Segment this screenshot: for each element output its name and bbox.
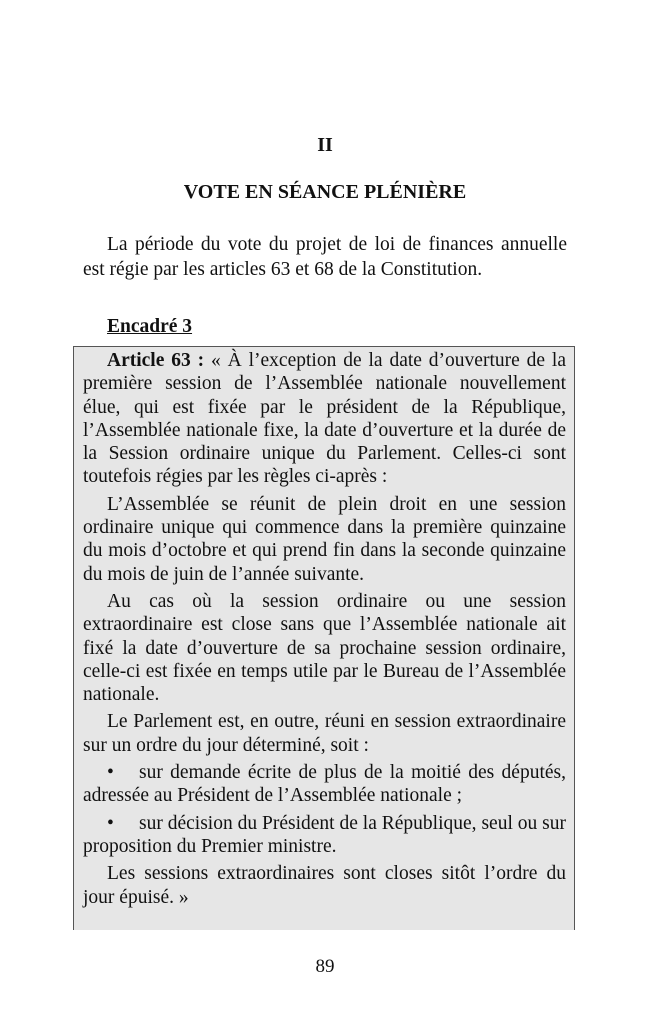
- bullet-item-2: [83, 812, 566, 859]
- page-number: 89: [315, 956, 335, 977]
- article-paragraph-3: Au cas où la session ordinaire ou une session extraordinaire est close sans que l’Assemblée nationale ait fixé la date d’ouverture de sa prochaine session ordinaire, celle-ci est fixée en temps utile par le Bureau de l’Assemblée nationale.: [83, 590, 566, 706]
- article-paragraph-1: [83, 349, 566, 489]
- article-paragraph-5: Les sessions extraordinaires sont closes sitôt l’ordre du jour épuisé. »: [83, 863, 566, 908]
- bullet-icon: •: [107, 812, 114, 834]
- article-box: [73, 346, 575, 930]
- article-paragraph-4: Le Parlement est, en outre, réuni en session extraordinaire sur un ordre du jour déterminé, soit :: [83, 711, 566, 756]
- intro-paragraph: La période du vote du projet de loi de finances annuelle est régie par les articles 63 et 68 de la Constitution.: [83, 234, 567, 280]
- bullet-item-1-text: sur demande écrite de plus de la moitié des députés, adressée au Président de l’Assemblée nationale ;: [83, 762, 566, 807]
- box-label: Encadré 3: [107, 316, 193, 337]
- article-paragraph-1-text: « À l’exception de la date d’ouverture de la première session de l’Assemblée nationale nouvellement élue, qui est fixée par le président de la République, l’Assemblée nationale fixe, la date d’ouverture et la durée de la Session ordinaire unique du Parlement. Celles-ci sont toutefois régies par les règles ci-après :: [83, 350, 567, 488]
- bullet-item-2-text: sur décision du Président de la République, seul ou sur proposition du Premier ministre.: [83, 812, 566, 857]
- section-title: VOTE EN SÉANCE PLÉNIÈRE: [183, 181, 467, 203]
- article-name: Article 63 :: [107, 350, 205, 371]
- article-paragraph-2: L’Assemblée se réunit de plein droit en une session ordinaire unique qui commence dans la première quinzaine du mois d’octobre et qui prend fin dans la seconde quinzaine du mois de juin de l’année suivante.: [83, 493, 566, 585]
- section-number: II: [317, 134, 333, 156]
- bullet-icon: •: [107, 762, 114, 784]
- bullet-item-1: [83, 761, 566, 808]
